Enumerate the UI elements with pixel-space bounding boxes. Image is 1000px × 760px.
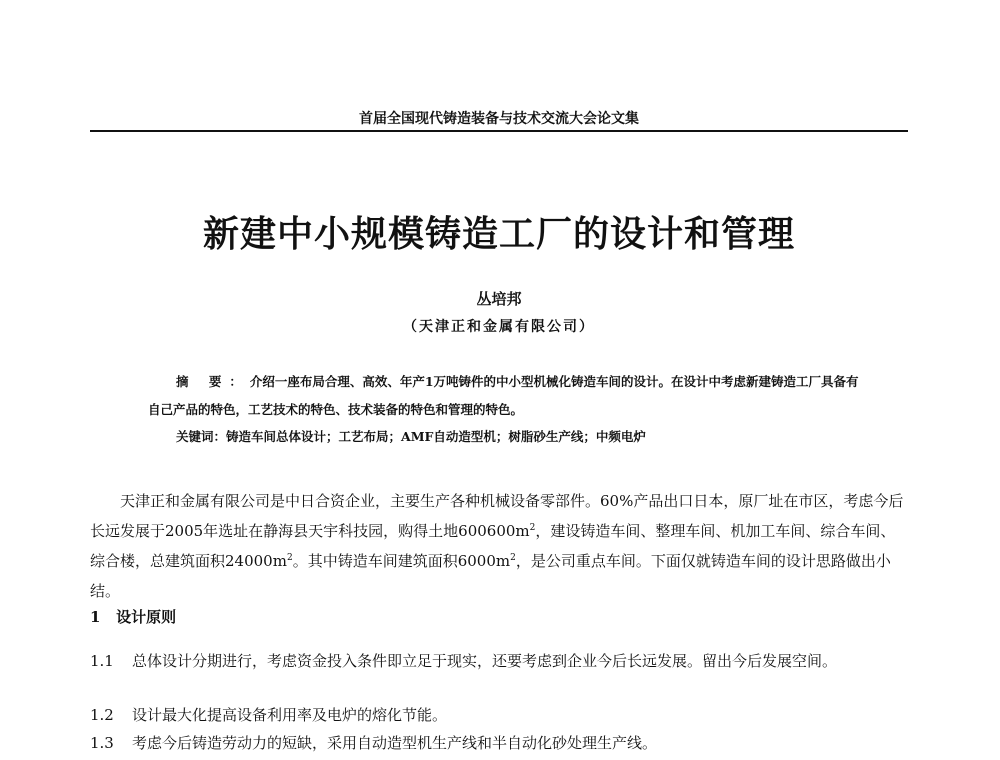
keywords-text: 铸造车间总体设计；工艺布局；AMF自动造型机；树脂砂生产线；中频电炉 bbox=[226, 429, 646, 444]
abstract-label: 摘 要： bbox=[176, 374, 250, 389]
header-rule bbox=[90, 130, 908, 132]
item-text: 总体设计分期进行，考虑资金投入条件即立足于现实，还要考虑到企业今后长远发展。留出今后发展空间。 bbox=[132, 652, 838, 670]
paper-title: 新建中小规模铸造工厂的设计和管理 bbox=[202, 214, 795, 255]
superscript: 2 bbox=[529, 523, 536, 533]
section-number: 1 bbox=[90, 608, 101, 626]
section-title: 设计原则 bbox=[116, 608, 177, 626]
list-item bbox=[90, 646, 910, 676]
abstract bbox=[148, 368, 868, 424]
item-number: 1.1 bbox=[90, 652, 114, 670]
intro-text-2: ，建设铸造车间、整理车间、机加工车间、综合车间、综合楼，总建筑面积24000m bbox=[90, 522, 896, 570]
author-affiliation: （天津正和金属有限公司） bbox=[403, 319, 595, 335]
section-heading bbox=[90, 606, 176, 627]
list-item bbox=[90, 700, 910, 730]
keywords bbox=[176, 427, 876, 445]
intro-text-1: 天津正和金属有限公司是中日合资企业，主要生产各种机械设备零部件。60%产品出口日本，原厂址在市区，考虑今后长远发展于2005年选址在静海县天宇科技园，购得土地600600m bbox=[90, 492, 904, 540]
author-name: 丛培邦 bbox=[476, 290, 522, 308]
intro-text-3: 。其中铸造车间建筑面积6000m bbox=[292, 552, 511, 570]
superscript: 2 bbox=[510, 553, 516, 563]
running-head: 首届全国现代铸造装备与技术交流大会论文集 bbox=[359, 111, 639, 127]
item-number: 1.3 bbox=[90, 734, 114, 752]
item-text: 设计最大化提高设备利用率及电炉的熔化节能。 bbox=[132, 706, 448, 724]
item-text: 考虑今后铸造劳动力的短缺，采用自动造型机生产线和半自动化砂处理生产线。 bbox=[132, 734, 658, 752]
keywords-label: 关键词： bbox=[176, 429, 227, 444]
item-number: 1.2 bbox=[90, 706, 114, 724]
intro-paragraph bbox=[90, 486, 910, 606]
list-item bbox=[90, 728, 910, 758]
abstract-text: 介绍一座布局合理、高效、年产1万吨铸件的中小型机械化铸造车间的设计。在设计中考虑新建铸造工厂具备有自己产品的特色，工艺技术的特色、技术装备的特色和管理的特色。 bbox=[148, 374, 859, 417]
superscript: 2 bbox=[286, 553, 293, 563]
intro-text-4: ，是公司重点车间。下面仅就铸造车间的设计思路做出小结。 bbox=[90, 552, 891, 600]
